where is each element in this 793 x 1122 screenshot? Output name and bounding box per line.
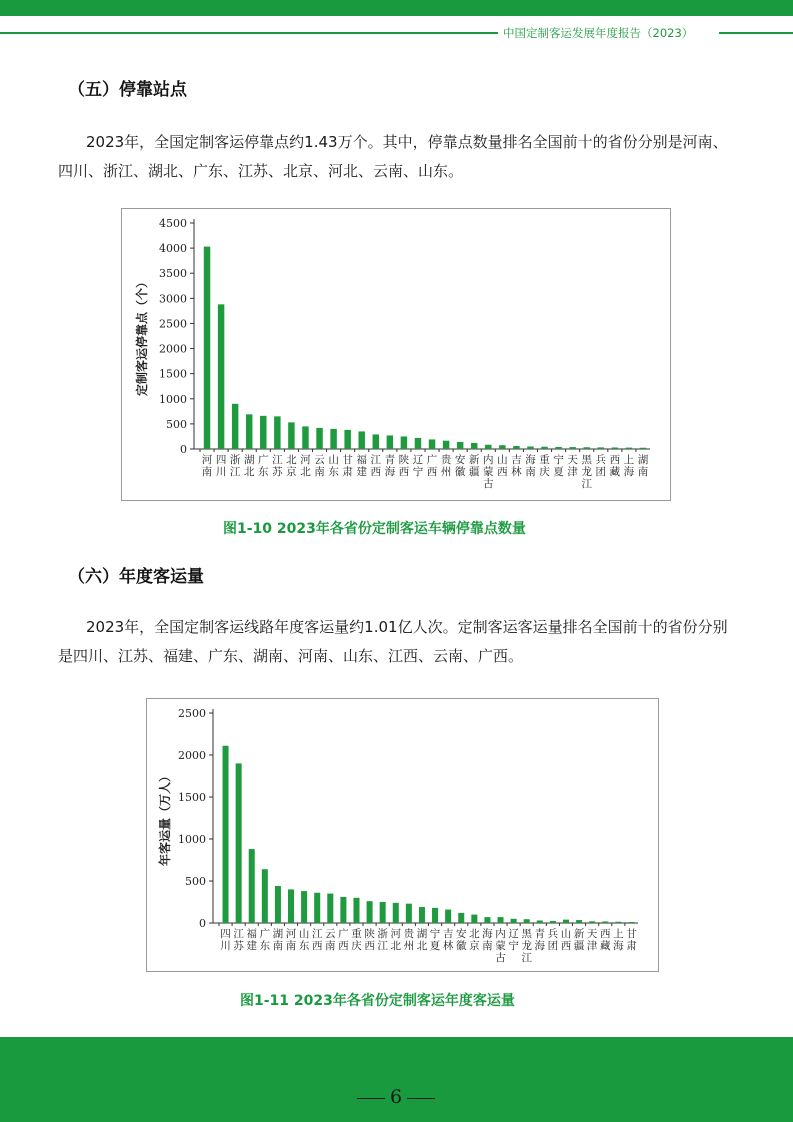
- x-tick-label: 河北: [300, 454, 311, 478]
- bar-吉林: [445, 910, 451, 923]
- x-tick-label: 江西: [311, 928, 323, 952]
- x-tick-label: 四川: [220, 928, 231, 952]
- x-tick-label: 贵州: [440, 454, 452, 478]
- x-tick-label: 湖北: [416, 928, 428, 952]
- x-tick-label: 贵州: [403, 928, 415, 952]
- y-tick-label: 1500: [178, 791, 206, 804]
- bar-兵团: [598, 447, 604, 449]
- bar-北京: [288, 422, 294, 449]
- bar-重庆: [541, 447, 547, 449]
- y-tick-label: 3500: [159, 267, 187, 281]
- x-tick-label: 河北: [390, 928, 402, 952]
- x-tick-label: 福建: [356, 454, 367, 478]
- bar-黑龙江: [583, 447, 589, 449]
- bar-上海: [626, 448, 632, 449]
- bar-湖南: [275, 886, 281, 923]
- x-tick-label: 云南: [325, 928, 336, 952]
- x-tick-label: 山西: [497, 454, 508, 478]
- x-tick-label: 浙江: [377, 928, 388, 952]
- page-number-value: 6: [389, 1086, 403, 1108]
- y-tick-label: 1500: [159, 367, 187, 381]
- bar-浙江: [232, 404, 238, 449]
- x-tick-label: 黑龙江: [521, 928, 532, 964]
- section-heading-volume: （六）年度客运量: [68, 567, 204, 587]
- x-tick-label: 安徽: [454, 454, 466, 478]
- x-tick-label: 重庆: [351, 928, 362, 952]
- bar-山西: [563, 920, 569, 923]
- bar-上海: [615, 922, 621, 923]
- y-tick-label: 4000: [159, 242, 187, 256]
- x-tick-label: 宁夏: [429, 928, 441, 952]
- bar-贵州: [443, 441, 449, 449]
- x-tick-label: 上海: [623, 454, 635, 478]
- running-header: 中国定制客运发展年度报告（2023）: [503, 26, 694, 40]
- chart-volume: [147, 699, 658, 971]
- x-tick-label: 天津: [586, 928, 598, 952]
- bar-广西: [340, 897, 346, 923]
- bar-西藏: [612, 447, 618, 449]
- x-tick-label: 上海: [613, 928, 624, 952]
- bar-河南: [288, 889, 294, 923]
- bar-安徽: [458, 913, 464, 923]
- bar-云南: [316, 428, 322, 449]
- x-tick-label: 内蒙古: [495, 928, 506, 964]
- x-tick-label: 陕西: [364, 928, 375, 952]
- bar-青海: [387, 435, 393, 449]
- y-tick-label: 2000: [159, 342, 187, 356]
- x-tick-label: 山西: [560, 928, 572, 952]
- bar-重庆: [353, 898, 359, 923]
- bar-河北: [302, 426, 308, 449]
- paragraph-stops: [58, 128, 738, 186]
- bar-陕西: [401, 436, 407, 449]
- page-number: [348, 1082, 444, 1112]
- x-tick-label: 山东: [328, 454, 339, 478]
- page-number-dash-right: [407, 1098, 435, 1099]
- y-axis-label: 定制客运停靠点（个）: [135, 275, 149, 397]
- bar-宁夏: [555, 447, 561, 449]
- x-tick-label: 安徽: [455, 928, 467, 952]
- bar-江西: [314, 893, 320, 923]
- x-tick-label: 宁夏: [553, 454, 564, 478]
- y-tick-label: 1000: [159, 392, 187, 406]
- bar-甘肃: [344, 430, 350, 449]
- chart-stops-frame: [121, 208, 671, 501]
- bar-黑龙江: [524, 919, 530, 923]
- y-tick-label: 2500: [159, 317, 187, 331]
- x-tick-label: 甘肃: [626, 928, 637, 952]
- bar-福建: [249, 849, 255, 923]
- x-tick-label: 青海: [384, 454, 396, 478]
- bar-山东: [330, 429, 336, 449]
- y-tick-label: 0: [180, 443, 187, 456]
- top-band: [0, 0, 793, 16]
- page-number-dash-left: [357, 1098, 385, 1099]
- bar-新疆: [471, 443, 477, 449]
- x-tick-label: 天津: [567, 454, 578, 478]
- caption-stops: 图1-10 2023年各省份定制客运车辆停靠点数量: [223, 521, 526, 537]
- bar-江苏: [236, 763, 242, 923]
- bar-甘肃: [628, 922, 634, 923]
- x-tick-label: 河南: [285, 928, 297, 952]
- y-tick-label: 2000: [178, 749, 206, 762]
- x-tick-label: 新疆: [468, 454, 480, 478]
- x-tick-label: 福建: [246, 928, 257, 952]
- x-tick-label: 广东: [259, 928, 271, 952]
- bar-湖南: [640, 448, 646, 449]
- bar-辽宁: [511, 919, 517, 923]
- paragraph-volume: [58, 613, 738, 671]
- x-tick-label: 兵团: [595, 454, 607, 478]
- section-heading-stops: （五）停靠站点: [68, 80, 187, 100]
- bar-吉林: [513, 446, 519, 449]
- y-tick-label: 4500: [159, 217, 187, 230]
- x-tick-label: 湖南: [637, 454, 649, 478]
- bar-福建: [358, 431, 364, 449]
- header-rule-right: [719, 32, 793, 34]
- bar-新疆: [576, 920, 582, 923]
- x-tick-label: 西藏: [600, 928, 611, 952]
- bar-江苏: [274, 416, 280, 449]
- bar-海南: [527, 446, 533, 449]
- chart-volume-frame: [146, 698, 659, 972]
- chart-stops: [122, 209, 670, 500]
- bar-山西: [499, 445, 505, 449]
- x-tick-label: 江苏: [233, 928, 244, 952]
- bar-广东: [262, 869, 268, 923]
- bar-四川: [218, 304, 224, 449]
- x-tick-label: 江西: [370, 454, 382, 478]
- bar-天津: [589, 921, 595, 923]
- bar-天津: [569, 447, 575, 449]
- y-tick-label: 1000: [178, 833, 206, 846]
- x-tick-label: 陕西: [398, 454, 410, 478]
- bar-广东: [260, 416, 266, 449]
- bar-河北: [393, 903, 399, 923]
- bar-贵州: [406, 904, 412, 923]
- x-tick-label: 广西: [426, 454, 438, 478]
- caption-volume: 图1-11 2023年各省份定制客运年度客运量: [240, 993, 515, 1009]
- bar-云南: [327, 894, 333, 923]
- bar-山东: [301, 891, 307, 923]
- y-tick-label: 3000: [159, 292, 187, 306]
- x-tick-label: 江苏: [272, 454, 283, 478]
- x-tick-label: 辽宁: [508, 928, 519, 952]
- bar-宁夏: [432, 908, 438, 923]
- x-tick-label: 内蒙古: [483, 454, 494, 490]
- x-tick-label: 黑龙江: [581, 454, 592, 490]
- bar-河南: [204, 247, 210, 449]
- bar-海南: [484, 917, 490, 923]
- bar-湖北: [246, 414, 252, 449]
- x-tick-label: 吉林: [511, 454, 522, 478]
- x-tick-label: 海南: [525, 454, 536, 478]
- bar-兵团: [550, 921, 556, 923]
- x-tick-label: 湖北: [243, 454, 255, 478]
- bar-西藏: [602, 921, 608, 923]
- y-tick-label: 0: [199, 917, 206, 930]
- x-tick-label: 辽宁: [412, 454, 424, 478]
- bar-陕西: [367, 901, 373, 923]
- x-tick-label: 山东: [298, 928, 310, 952]
- x-tick-label: 广西: [338, 928, 349, 952]
- x-tick-label: 新疆: [573, 928, 585, 952]
- x-tick-label: 北京: [286, 454, 297, 478]
- y-tick-label: 2500: [178, 707, 206, 720]
- bar-辽宁: [415, 438, 421, 449]
- x-tick-label: 北京: [469, 928, 480, 952]
- bar-内蒙古: [485, 445, 491, 449]
- bar-四川: [223, 746, 229, 923]
- x-tick-label: 湖南: [272, 928, 284, 952]
- bar-北京: [471, 915, 477, 923]
- bar-青海: [537, 920, 543, 923]
- x-tick-label: 甘肃: [342, 454, 353, 478]
- x-tick-label: 青海: [534, 928, 546, 952]
- bar-广西: [429, 439, 435, 449]
- x-tick-label: 云南: [314, 454, 325, 478]
- paragraph-volume-text: 2023年，全国定制客运线路年度客运量约1.01亿人次。定制客运客运量排名全国前十的省份分别是四川、江苏、福建、广东、湖南、河南、山东、江西、云南、广西。: [58, 618, 728, 665]
- bar-湖北: [419, 907, 425, 923]
- y-tick-label: 500: [166, 417, 187, 431]
- x-tick-label: 重庆: [539, 454, 550, 478]
- x-tick-label: 兵团: [547, 928, 559, 952]
- bar-江西: [373, 434, 379, 449]
- y-axis-label: 年客运量（万人）: [158, 769, 172, 867]
- y-tick-label: 500: [185, 875, 206, 888]
- x-tick-label: 吉林: [442, 928, 454, 952]
- x-tick-label: 四川: [215, 454, 227, 478]
- x-tick-label: 西藏: [609, 454, 621, 478]
- x-tick-label: 海南: [482, 928, 493, 952]
- x-tick-label: 浙江: [229, 454, 241, 478]
- bar-安徽: [457, 442, 463, 449]
- x-tick-label: 河南: [201, 454, 213, 478]
- bar-内蒙古: [498, 917, 504, 923]
- bar-浙江: [380, 902, 386, 923]
- paragraph-stops-text: 2023年，全国定制客运停靠点约1.43万个。其中，停靠点数量排名全国前十的省份分别是河南、四川、浙江、湖北、广东、江苏、北京、河北、云南、山东。: [58, 133, 728, 180]
- x-tick-label: 广东: [258, 454, 269, 478]
- header-rule-left: [0, 32, 498, 34]
